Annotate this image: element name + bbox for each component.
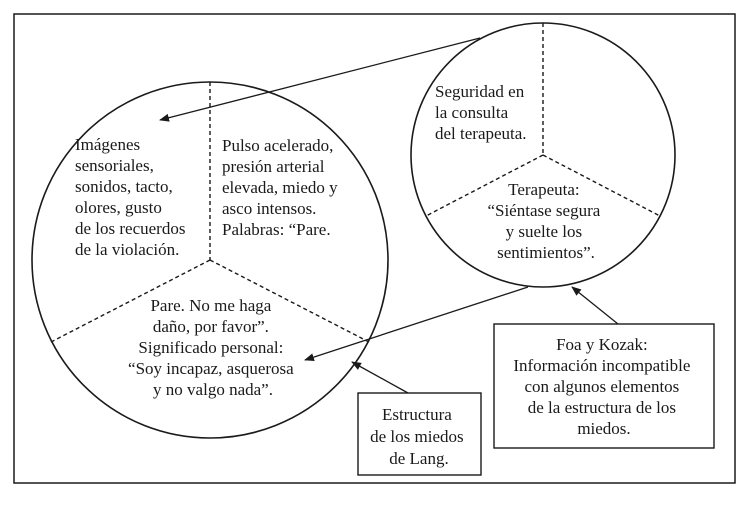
arrow-safety-to-sensory	[160, 38, 480, 120]
physiological-response-text: Pulso acelerado, presión arterial elevada, miedo y asco intensos. Palabras: “Pare.	[222, 136, 338, 239]
sensory-images-text: Imágenes sensoriales, sonidos, tacto, olores, gusto de los recuerdos de la violación.	[75, 135, 186, 259]
arrow-lang-box-to-circle	[352, 362, 408, 393]
arrow-foa-box-to-circle	[572, 287, 618, 324]
lang-structure-label: Estructura de los miedos de Lang.	[370, 405, 464, 468]
personal-meaning-text: Pare. No me haga daño, por favor”. Significado personal: “Soy incapaz, asquerosa y no valgo nada”.	[128, 296, 294, 399]
therapist-office-safety-text: Seguridad en la consulta del terapeuta.	[435, 82, 527, 143]
therapist-message-text: Terapeuta: “Siéntase segura y suelte los sentimientos”.	[487, 180, 601, 262]
foa-kozak-label: Foa y Kozak: Información incompatible con algunos elementos de la estructura de los miedos.	[513, 335, 691, 438]
